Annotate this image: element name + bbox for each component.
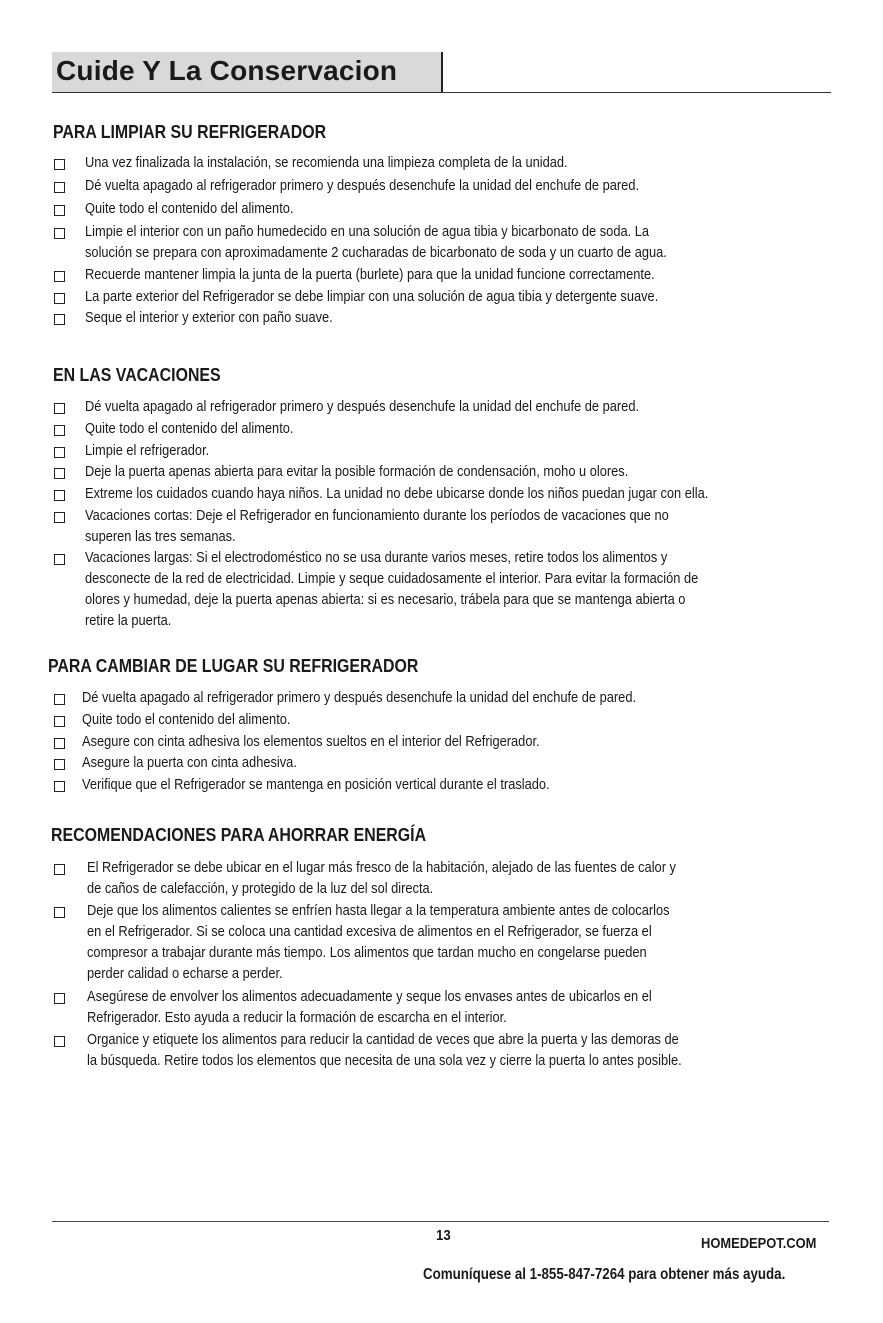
section-heading: RECOMENDACIONES PARA AHORRAR ENERGÍA (51, 824, 427, 845)
checkbox-bullet-icon (54, 907, 65, 918)
list-item-text: Una vez finalizada la instalación, se recomienda una limpieza completa de la unidad. (85, 155, 568, 171)
checkbox-bullet-icon (54, 468, 65, 479)
checkbox-bullet-icon (54, 512, 65, 523)
list-item-text: retire la puerta. (85, 613, 172, 629)
list-item-text: olores y humedad, deje la puerta apenas abierta: si es necesario, trábela para que se mantenga abierta o (85, 592, 686, 608)
checkbox-bullet-icon (54, 403, 65, 414)
checkbox-bullet-icon (54, 694, 65, 705)
list-item-text: Quite todo el contenido del alimento. (82, 712, 291, 728)
checkbox-bullet-icon (54, 314, 65, 325)
checkbox-bullet-icon (54, 490, 65, 501)
list-item-text: Seque el interior y exterior con paño suave. (85, 310, 333, 326)
checkbox-bullet-icon (54, 271, 65, 282)
checkbox-bullet-icon (54, 554, 65, 565)
list-item-text: Verifique que el Refrigerador se mantenga en posición vertical durante el traslado. (82, 777, 550, 793)
list-item-text: la búsqueda. Retire todos los elementos que necesita de una sola vez y cierre la puerta lo antes posible. (87, 1053, 682, 1069)
checkbox-bullet-icon (54, 182, 65, 193)
page-title: Cuide Y La Conservacion (56, 55, 398, 86)
list-item-text: perder calidad o echarse a perder. (87, 966, 283, 982)
list-item-text: Refrigerador. Esto ayuda a reducir la formación de escarcha en el interior. (87, 1010, 507, 1026)
list-item-text: Extreme los cuidados cuando haya niños. La unidad no debe ubicarse donde los niños puedan jugar con ella. (85, 486, 709, 502)
list-item-text: Vacaciones cortas: Deje el Refrigerador en funcionamiento durante los períodos de vacaciones que no (85, 508, 669, 524)
checkbox-bullet-icon (54, 425, 65, 436)
list-item-text: Asegure con cinta adhesiva los elementos sueltos en el interior del Refrigerador. (82, 734, 540, 750)
checkbox-bullet-icon (54, 447, 65, 458)
website-link[interactable]: HOMEDEPOT.COM (701, 1235, 817, 1252)
list-item-text: Asegúrese de envolver los alimentos adecuadamente y seque los envases antes de ubicarlos en el (87, 989, 652, 1005)
page-title-box (52, 52, 443, 92)
list-item-text: desconecte de la red de electricidad. Limpie y seque cuidadosamente el interior. Para evitar la formación de (85, 571, 699, 587)
list-item-text: Deje la puerta apenas abierta para evitar la posible formación de condensación, moho u olores. (85, 464, 629, 480)
checkbox-bullet-icon (54, 205, 65, 216)
checkbox-bullet-icon (54, 228, 65, 239)
list-item-text: Dé vuelta apagado al refrigerador primero y después desenchufe la unidad del enchufe de pared. (82, 690, 637, 706)
footer-divider (52, 1221, 829, 1222)
list-item-text: de caños de calefacción, y protegido de la luz del sol directa. (87, 881, 434, 897)
checkbox-bullet-icon (54, 716, 65, 727)
list-item-text: Vacaciones largas: Si el electrodoméstico no se usa durante varios meses, retire todos los alimentos y (85, 550, 668, 566)
list-item-text: La parte exterior del Refrigerador se debe limpiar con una solución de agua tibia y detergente suave. (85, 289, 659, 305)
list-item-text: Dé vuelta apagado al refrigerador primero y después desenchufe la unidad del enchufe de pared. (85, 178, 640, 194)
list-item-text: en el Refrigerador. Si se coloca una cantidad excesiva de alimentos en el Refrigerador, se fuerza el (87, 924, 652, 940)
checkbox-bullet-icon (54, 1036, 65, 1047)
list-item-text: El Refrigerador se debe ubicar en el lugar más fresco de la habitación, alejado de las fuentes de calor y (87, 860, 676, 876)
checkbox-bullet-icon (54, 759, 65, 770)
list-item-text: Deje que los alimentos calientes se enfríen hasta llegar a la temperatura ambiente antes de colocarlos (87, 903, 670, 919)
checkbox-bullet-icon (54, 993, 65, 1004)
checkbox-bullet-icon (54, 159, 65, 170)
list-item-text: Recuerde mantener limpia la junta de la puerta (burlete) para que la unidad funcione correctamente. (85, 267, 655, 283)
page-number: 13 (436, 1227, 451, 1244)
checkbox-bullet-icon (54, 781, 65, 792)
list-item-text: compresor a trabajar durante más tiempo. Los alimentos que tardan mucho en congelarse pueden (87, 945, 647, 961)
list-item-text: Asegure la puerta con cinta adhesiva. (82, 755, 297, 771)
checkbox-bullet-icon (54, 738, 65, 749)
list-item-text: Quite todo el contenido del alimento. (85, 421, 294, 437)
list-item-text: solución se prepara con aproximadamente 2 cucharadas de bicarbonato de soda y un cuarto de agua. (85, 245, 667, 261)
checkbox-bullet-icon (54, 864, 65, 875)
list-item-text: Limpie el refrigerador. (85, 443, 210, 459)
list-item-text: Quite todo el contenido del alimento. (85, 201, 294, 217)
help-line: Comuníquese al 1-855-847-7264 para obtener más ayuda. (423, 1266, 786, 1283)
title-divider (52, 92, 831, 93)
list-item-text: Limpie el interior con un paño humedecido en una solución de agua tibia y bicarbonato de soda. La (85, 224, 650, 240)
section-heading: PARA CAMBIAR DE LUGAR SU REFRIGERADOR (48, 655, 419, 676)
section-heading: EN LAS VACACIONES (53, 364, 221, 385)
section-heading: PARA LIMPIAR SU REFRIGERADOR (53, 121, 327, 142)
list-item-text: Dé vuelta apagado al refrigerador primero y después desenchufe la unidad del enchufe de pared. (85, 399, 640, 415)
list-item-text: Organice y etiquete los alimentos para reducir la cantidad de veces que abre la puerta y las demoras de (87, 1032, 679, 1048)
list-item-text: superen las tres semanas. (85, 529, 236, 545)
checkbox-bullet-icon (54, 293, 65, 304)
